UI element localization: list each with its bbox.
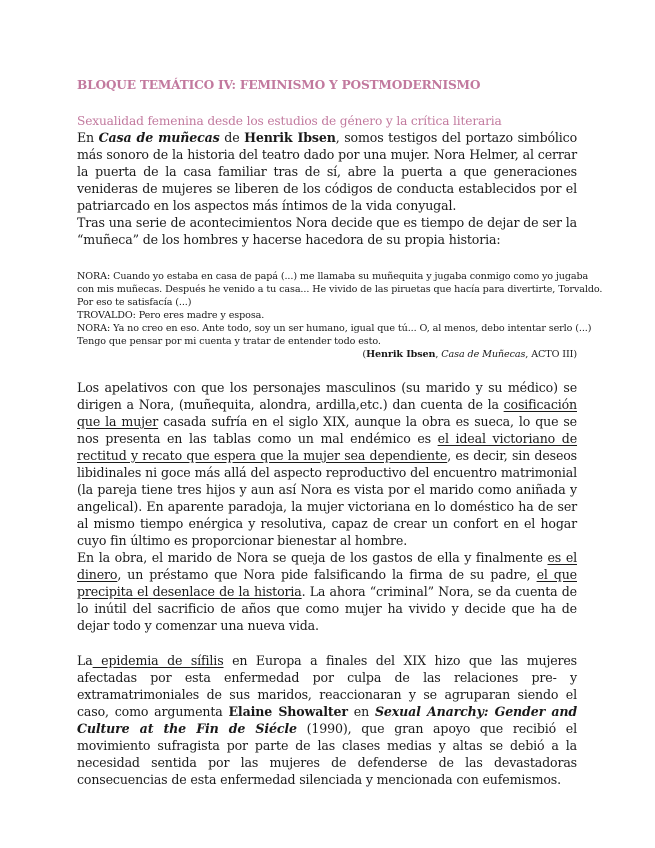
paragraph-intro: En Casa de muñecas de Henrik Ibsen, somos testigos del portazo simbólico más sonoro de la historia del teatro dado por una mujer. Nora Helmer, al cerrar la puerta de la casa familiar tras de sí, abre la puerta a que generaciones venideras de mujeres se liberen de los códigos de conducta establecidos por el patriarcado en los aspectos más íntimos de la vida conyugal.	[77, 130, 578, 213]
section-heading: BLOQUE TEMÁTICO IV: FEMINISMO Y POSTMODERNISMO	[77, 78, 481, 92]
quote-line: TROVALDO: Pero eres madre y esposa.	[77, 310, 265, 321]
document-body	[77, 78, 603, 788]
quote-line: con mis muñecas. Después he venido a tu casa... He vivido de las piruetas que hacía para divertirte, Torvaldo.	[77, 284, 603, 295]
paragraph-money: En la obra, el marido de Nora se queja de los gastos de ella y finalmente es el dinero, un préstamo que Nora pide falsificando la firma de su padre, el que precipita el desenlace de la historia. La ahora “criminal” Nora, se da cuenta de lo inútil del sacrificio de años que como mujer ha vivido y decide que ha de dejar todo y comenzar una nueva vida.	[77, 550, 577, 633]
quote-line: NORA: Ya no creo en eso. Ante todo, soy un ser humano, igual que tú... O, al menos, debo intentar serlo (...)	[77, 323, 592, 334]
quote-line: Tengo que pensar por mi cuenta y tratar de entender todo esto.	[77, 336, 381, 347]
quote-line: Por eso te satisfacía (...)	[77, 297, 192, 308]
paragraph-nora-decision: Tras una serie de acontecimientos Nora decide que es tiempo de dejar de ser la “muñeca” de los hombres y hacerse hacedora de su propia historia:	[77, 215, 577, 247]
section-subheading: Sexualidad femenina desde los estudios de género y la crítica literaria	[77, 114, 502, 128]
block-quote	[77, 270, 603, 361]
paragraph-appellatives: Los apelativos con que los personajes masculinos (su marido y su médico) se dirigen a Nora, (muñequita, alondra, ardilla,etc.) dan cuenta de la cosificación que la mujer casada sufría en el siglo XIX, aunque la obra es sueca, lo que se nos presenta en las tablas como un mal endémico es el ideal victoriano de rectitud y recato que espera que la mujer sea dependiente, es decir, sin deseos libidinales ni goce más allá del aspecto reproductivo del encuentro matrimonial (la pareja tiene tres hijos y aun así Nora es vista por el marido como aniñada y angelical). En aparente paradoja, la mujer victoriana en lo doméstico ha de ser al mismo tiempo enérgica y resolutiva, capaz de crear un confort en el hogar cuyo fin último es proporcionar bienestar al hombre.	[77, 380, 578, 548]
paragraph-syphilis: La epidemia de sífilis en Europa a finales del XIX hizo que las mujeres afectadas por esta enfermedad por culpa de las relaciones pre- y extramatrimoniales de sus maridos, reaccionaran y se agruparan siendo el caso, como argumenta Elaine Showalter en Sexual Anarchy: Gender and Culture at the Fin de Siécle (1990), que gran apoyo que recibió el movimiento sufragista por parte de las clases medias y altas se debió a la necesidad sentida por las mujeres de defenderse de las devastadoras consecuencias de esta enfermedad silenciada y mencionada con eufemismos.	[77, 653, 577, 787]
quote-citation: (Henrik Ibsen, Casa de Muñecas, ACTO III)	[362, 349, 577, 360]
quote-line: NORA: Cuando yo estaba en casa de papá (...) me llamaba su muñequita y jugaba conmigo como yo jugaba	[77, 271, 589, 282]
